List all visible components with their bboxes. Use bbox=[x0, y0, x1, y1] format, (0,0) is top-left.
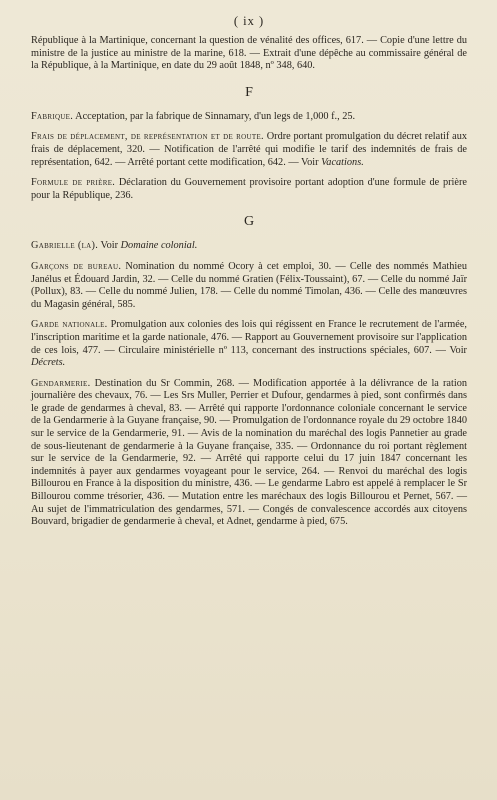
index-entry-continued bbox=[31, 35, 467, 73]
section-letter-f: F bbox=[245, 84, 253, 100]
entry-text: Nomination du nommé Ocory à cet emploi, 30. — Celle des nommés Mathieu Janélus et Édouard Jardin, 32. — Celle du nommé Gratien (Félix-Toussaint), 67. — Celle du nommé Jaïr (Pollux), 83. — Celle du nommé Julien, 178. — Celle du nommé Timolan, 436. — Celle des manœuvres du Magasin général, 585. bbox=[31, 260, 467, 310]
entry-cross-reference: Domaine colonial. bbox=[120, 240, 198, 252]
entry-heading: Gendarmerie. bbox=[31, 377, 91, 389]
index-entry-gendarmerie bbox=[31, 378, 467, 529]
entry-cross-reference: Vacations. bbox=[321, 156, 364, 168]
entry-text: Promulgation aux colonies des lois qui régissent en France le recrutement de l'armée, l'inscription maritime et la garde nationale, 476. — Rapport au Gouvernement provisoire sur l'application de ces lois, 477. — Circulaire ministérielle nº 113, concernant des instructions spéciales, 607. — Voir bbox=[31, 319, 467, 356]
entry-heading: Frais de déplacement, de représentation et de route. bbox=[31, 131, 264, 143]
entry-text: République à la Martinique, concernant la question de vénalité des offices, 617. — Copie d'une lettre du ministre de la justice au ministre de la marine, 618. — Extrait d'une dépêche au commissaire général de la République, à la Martinique, en date du 29 août 1848, nº 348, 640. bbox=[31, 35, 467, 72]
page-number: ( ix ) bbox=[233, 14, 265, 28]
entry-heading: Formule de prière. bbox=[31, 177, 116, 189]
entry-text: Acceptation, par la fabrique de Sinnamary, d'un legs de 1,000 f., 25. bbox=[73, 110, 356, 122]
entry-heading: Gabrielle (la). bbox=[31, 240, 99, 252]
entry-text: Destination du Sr Commin, 268. — Modification apportée à la délivrance de la ration journalière des chevaux, 76. — Les Srs Muller, Perrier et Dufour, gendarmes à pied, sont confirmés dans le grade de gendarmes à cheval, 83. — Arrêté qui rapporte l'ordonnance coloniale concernant le service de la Gendarmerie à la Guyane française, 90. — Promulgation de l'ordonnance royale du 29 octobre 1840 sur le service de la Gendarmerie, 91. — Avis de la nomination du maréchal des logis Pannetier au grade de sous-lieutenant de gendarmerie à la Guyane française, 335. — Ordonnance du roi portant règlement sur le service de la Gendarmerie, 92. — Arrêté qui rapporte celui du 17 juin 1847 concernant les indemnités à payer aux gendarmes voyageant pour le service, 264. — Renvoi du maréchal des logis Billourou en France à la disposition du ministre, 436. — Le gendarme Labro est appelé à remplacer le Sr Billourou comme trésorier, 436. — Mutation entre les maréchaux des logis Billourou et Pernet, 567. — Au sujet de l'immatriculation des gendarmes, 571. — Congés de convalescence accordés aux citoyens Bouvard, brigadier de gendarmerie à cheval, et Adnet, gendarme à pied, 675. bbox=[31, 377, 467, 528]
index-entry-frais-de-deplacement bbox=[31, 131, 467, 169]
index-entry-garde-nationale bbox=[31, 319, 467, 369]
entry-text: Voir bbox=[98, 240, 121, 252]
entry-text: Ordre portant promulgation du décret relatif aux frais de déplacement, 320. — Notification de l'arrêté qui modifie le tarif des indemnités de frais de représentation, 642. — Arrêté portant cette modification, 642. — Voir bbox=[31, 131, 468, 168]
entry-cross-reference: Décrets. bbox=[31, 357, 66, 369]
entry-heading: Garçons de bureau. bbox=[31, 260, 122, 272]
entry-text: Déclaration du Gouvernement provisoire portant adoption d'une formule de prière pour la République, 236. bbox=[31, 177, 467, 201]
entry-heading: Garde nationale. bbox=[31, 319, 108, 331]
entry-heading: Fabrique. bbox=[31, 110, 74, 122]
index-entry-fabrique bbox=[31, 111, 467, 124]
index-entry-gabrielle bbox=[31, 240, 467, 253]
index-entry-garcons-de-bureau bbox=[31, 261, 467, 311]
index-entry-formule-de-priere bbox=[31, 177, 467, 202]
section-letter-g: G bbox=[243, 214, 255, 230]
